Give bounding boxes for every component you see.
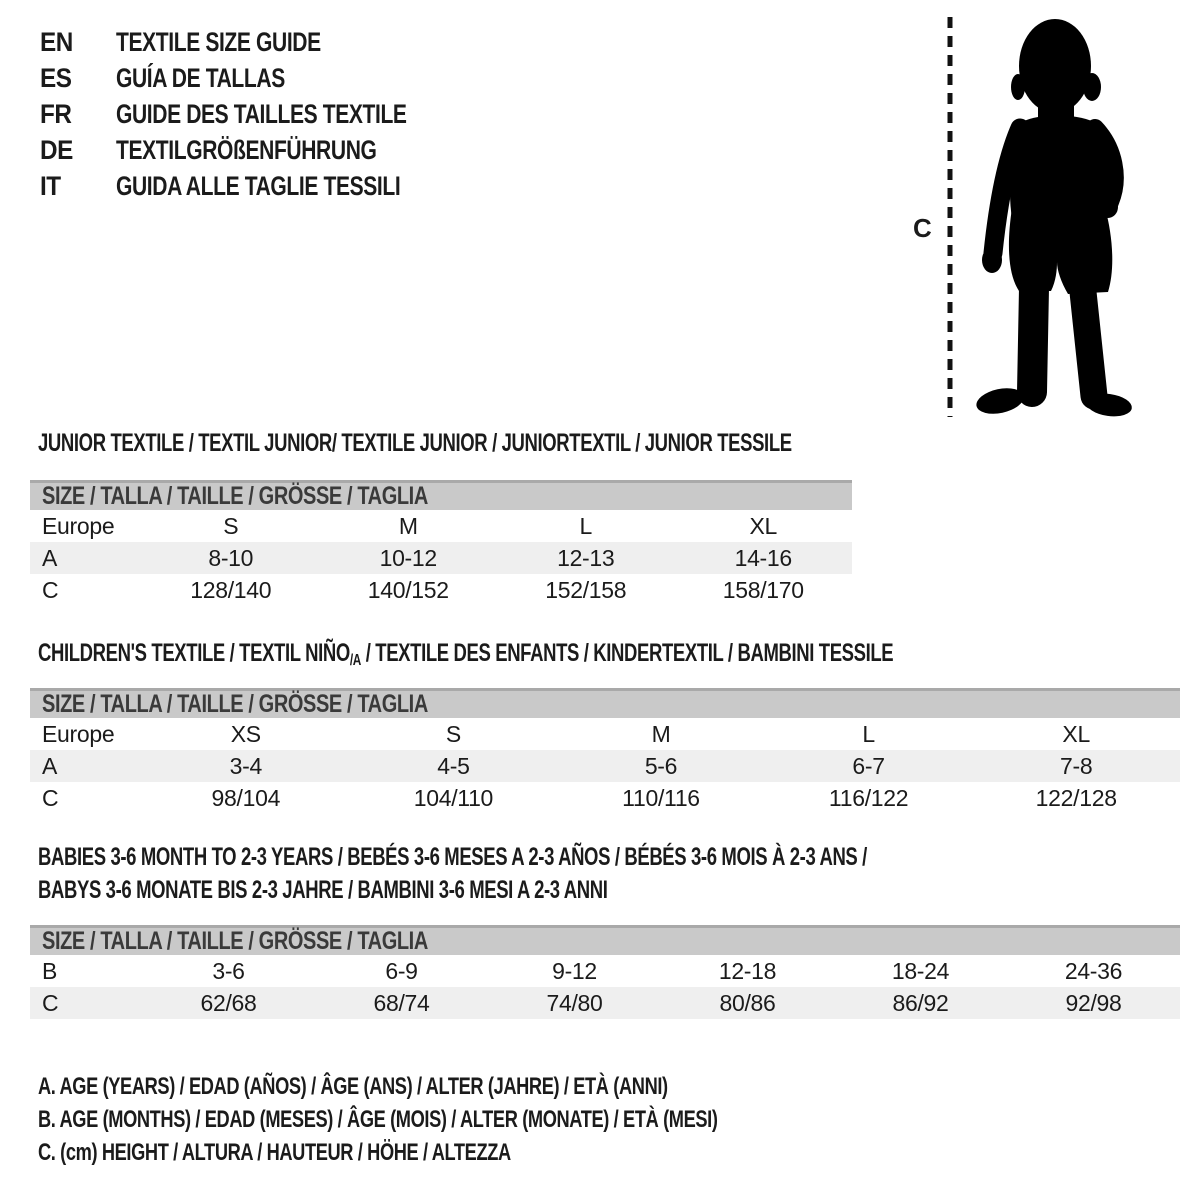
size-cell: M [398, 512, 418, 539]
size-cell: 6-9 [385, 957, 418, 984]
size-cell: L [579, 512, 592, 539]
size-cell: 98/104 [211, 784, 281, 811]
footnote-text: A. AGE (YEARS) / EDAD (AÑOS) / ÂGE (ANS) / ALTER (JAHRE) / ETÀ (ANNI) [38, 1072, 668, 1100]
size-cell: 7-8 [1060, 752, 1093, 779]
children-size-table [30, 688, 1180, 814]
table-row [30, 955, 1180, 987]
size-cell: 24-36 [1064, 957, 1123, 984]
size-cell: 86/92 [892, 989, 949, 1016]
height-measure-line [945, 14, 955, 420]
size-cell: 80/86 [719, 989, 776, 1016]
language-row-fr [40, 96, 489, 132]
table-row [30, 574, 852, 606]
language-label: GUIDA ALLE TAGLIE TESSILI [116, 170, 401, 201]
language-row-it [40, 168, 489, 204]
table-row [30, 510, 852, 542]
language-row-en [40, 24, 489, 60]
size-cell: 9-12 [552, 957, 597, 984]
size-cell: 14-16 [734, 544, 792, 571]
size-cell: 128/140 [190, 576, 272, 603]
size-header-text: SIZE / TALLA / TAILLE / GRÖSSE / TAGLIA [42, 927, 428, 955]
size-cell: 92/98 [1065, 989, 1122, 1016]
size-cell: 74/80 [546, 989, 603, 1016]
language-code: EN [40, 26, 73, 57]
table-row [30, 542, 852, 574]
language-code: FR [40, 98, 72, 129]
language-code: ES [40, 62, 72, 93]
size-header-text: SIZE / TALLA / TAILLE / GRÖSSE / TAGLIA [42, 482, 428, 510]
size-cell: 12-18 [718, 957, 777, 984]
language-code: IT [40, 170, 61, 201]
row-label: C [42, 989, 59, 1016]
junior-size-table [30, 480, 852, 606]
table-row [30, 750, 1180, 782]
row-label: A [42, 752, 58, 779]
babies-size-table [30, 925, 1180, 1019]
size-cell: L [862, 720, 875, 747]
size-cell: S [223, 512, 239, 539]
size-cell: 152/158 [545, 576, 627, 603]
children-section-title [38, 639, 893, 670]
row-label: Europe [42, 512, 115, 539]
language-code: DE [40, 134, 73, 165]
language-label: TEXTILGRÖßENFÜHRUNG [116, 134, 377, 165]
size-cell: XL [749, 512, 778, 539]
size-cell: 8-10 [208, 544, 254, 571]
size-cell: XL [1062, 720, 1090, 747]
babies-section-title-line1: BABIES 3-6 MONTH TO 2-3 YEARS / BEBÉS 3-6 MESES A 2-3 AÑOS / BÉBÉS 3-6 MOIS À 2-3 ANS / [38, 843, 867, 871]
size-cell: 5-6 [644, 752, 678, 779]
row-label: Europe [42, 720, 115, 747]
size-cell: 116/122 [828, 784, 909, 811]
size-cell: 158/170 [722, 576, 804, 603]
footnote-text: C. (cm) HEIGHT / ALTURA / HAUTEUR / HÖHE / ALTEZZA [38, 1138, 511, 1166]
height-measure-label: C [913, 213, 932, 243]
footnote-c [38, 1136, 932, 1169]
size-cell: S [445, 720, 461, 747]
size-cell: 68/74 [373, 989, 430, 1016]
table-row [30, 718, 1180, 750]
junior-section-title: JUNIOR TEXTILE / TEXTIL JUNIOR/ TEXTILE JUNIOR / JUNIORTEXTIL / JUNIOR TESSILE [38, 429, 792, 457]
babies-size-header-bar [30, 925, 1180, 955]
children-size-header-bar [30, 688, 1180, 718]
size-cell: XS [230, 720, 261, 747]
size-header-text: SIZE / TALLA / TAILLE / GRÖSSE / TAGLIA [42, 690, 428, 718]
height-figure [905, 8, 1175, 428]
size-cell: 3-6 [212, 957, 245, 984]
footnotes-legend [38, 1070, 932, 1169]
row-label: C [42, 784, 59, 811]
size-cell: 3-4 [229, 752, 262, 779]
size-cell: 110/116 [622, 784, 700, 811]
children-title-subscript: /A [349, 652, 361, 669]
size-cell: 104/110 [413, 784, 494, 811]
size-cell: M [651, 720, 671, 747]
table-row [30, 987, 1180, 1019]
footnote-b [38, 1103, 932, 1136]
row-label: A [42, 544, 58, 571]
toddler-silhouette-icon [962, 10, 1147, 420]
language-row-de [40, 132, 489, 168]
table-row [30, 782, 1180, 814]
junior-size-header-bar [30, 480, 852, 510]
row-label: C [42, 576, 59, 603]
language-label: GUIDE DES TAILLES TEXTILE [116, 98, 407, 129]
language-label: GUÍA DE TALLAS [116, 62, 285, 93]
footnote-a [38, 1070, 932, 1103]
size-cell: 18-24 [891, 957, 950, 984]
language-label: TEXTILE SIZE GUIDE [116, 26, 321, 57]
size-cell: 10-12 [379, 544, 437, 571]
language-row-es [40, 60, 489, 96]
language-list [40, 24, 489, 204]
size-cell: 62/68 [200, 989, 257, 1016]
children-title-text: / TEXTILE DES ENFANTS / KINDERTEXTIL / BAMBINI TESSILE [360, 639, 894, 667]
size-cell: 4-5 [437, 752, 470, 779]
size-cell: 122/128 [1035, 784, 1117, 811]
children-title-text: CHILDREN'S TEXTILE / TEXTIL NIÑO [38, 639, 350, 667]
babies-section-title-line2: BABYS 3-6 MONATE BIS 2-3 JAHRE / BAMBINI 3-6 MESI A 2-3 ANNI [38, 876, 608, 904]
size-cell: 12-13 [557, 544, 615, 571]
size-cell: 6-7 [852, 752, 885, 779]
row-label: B [42, 957, 58, 984]
footnote-text: B. AGE (MONTHS) / EDAD (MESES) / ÂGE (MOIS) / ALTER (MONATE) / ETÀ (MESI) [38, 1105, 718, 1133]
size-cell: 140/152 [367, 576, 449, 603]
